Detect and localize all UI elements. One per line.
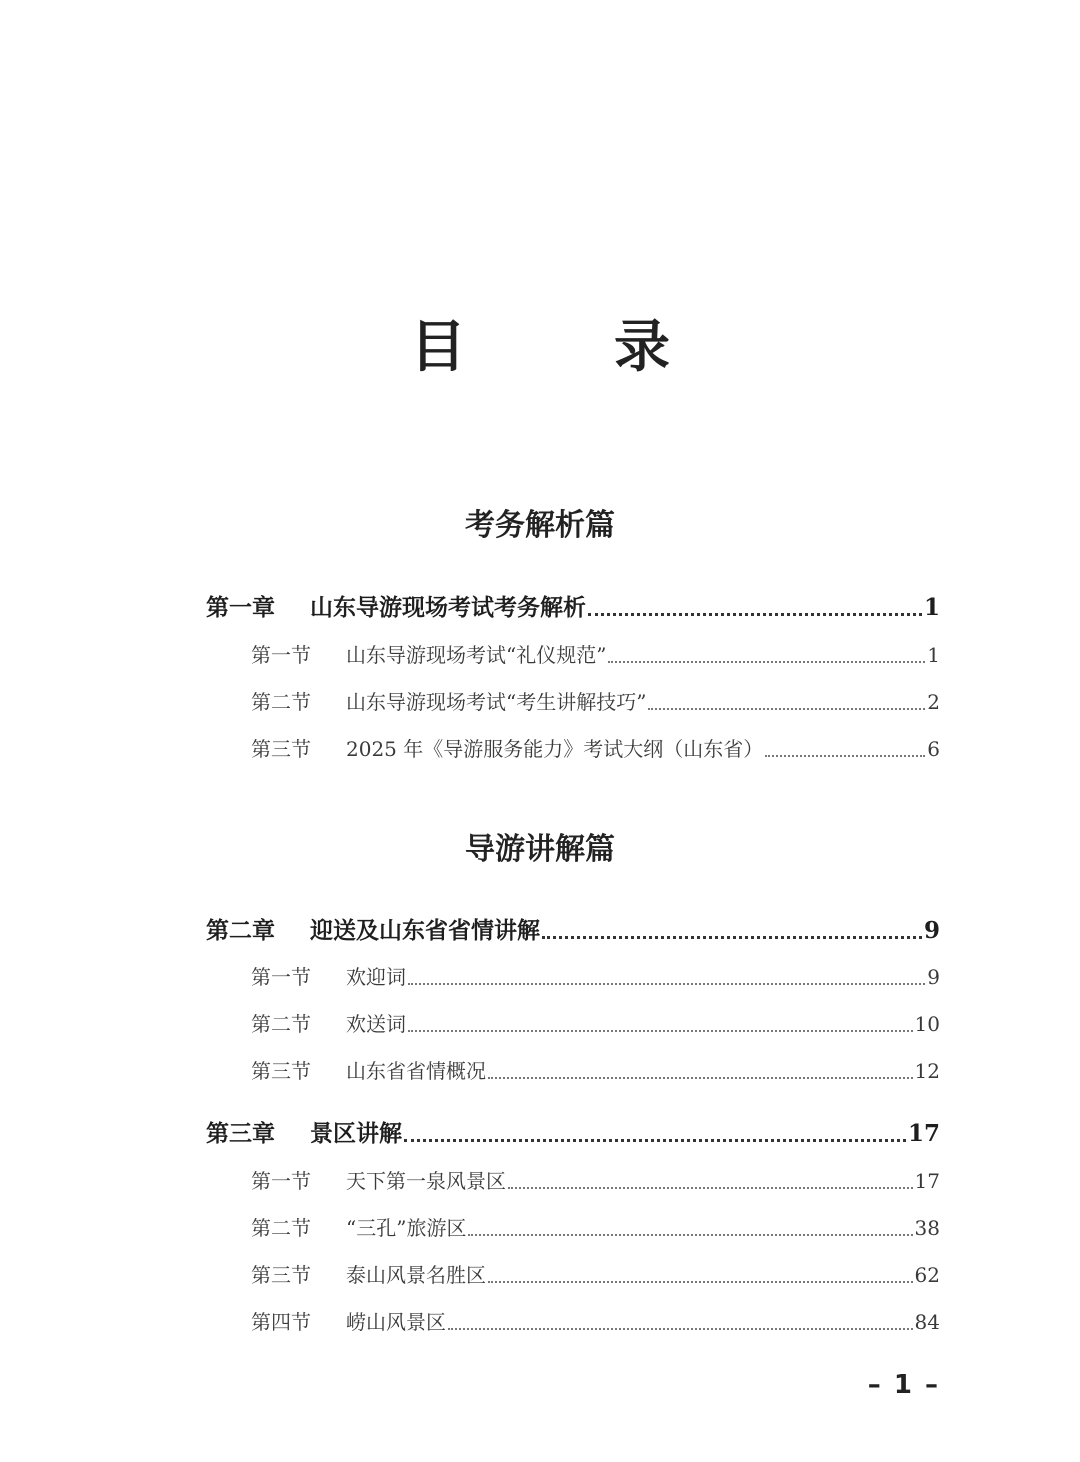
- dot-leader: [448, 1327, 913, 1330]
- dot-leader: [542, 935, 922, 939]
- chapter-number: 第三章: [206, 1120, 275, 1147]
- section-page: 62: [914, 1263, 940, 1287]
- section-title: 山东省省情概况: [346, 1059, 486, 1083]
- section-number: 第二节: [251, 1012, 311, 1036]
- dot-leader: [408, 982, 925, 985]
- dot-leader: [608, 660, 925, 663]
- dot-leader: [488, 1076, 913, 1079]
- dot-leader: [648, 707, 925, 710]
- chapter-title: 迎送及山东省省情讲解: [310, 917, 540, 944]
- dot-leader: [488, 1280, 913, 1283]
- page-title: 目 录: [410, 314, 716, 380]
- toc-section-2-1[interactable]: [251, 962, 940, 992]
- toc-section-3-4[interactable]: [251, 1307, 940, 1337]
- section-title: 天下第一泉风景区: [346, 1169, 506, 1193]
- section-page: 9: [927, 965, 940, 989]
- section-page: 2: [927, 690, 940, 714]
- toc-chapter-2[interactable]: [206, 915, 940, 947]
- section-number: 第一节: [251, 1169, 311, 1193]
- dot-leader: [468, 1233, 912, 1236]
- toc-section-3-2[interactable]: [251, 1213, 940, 1243]
- section-title: 泰山风景名胜区: [346, 1263, 486, 1287]
- dot-leader: [408, 1029, 913, 1032]
- part-heading-exam-analysis: 考务解析篇: [465, 508, 615, 543]
- toc-chapter-1[interactable]: [206, 592, 940, 624]
- dot-leader: [508, 1186, 913, 1189]
- section-number: 第四节: [251, 1310, 311, 1334]
- chapter-number: 第一章: [206, 594, 275, 621]
- section-title: 山东导游现场考试“礼仪规范”: [346, 643, 607, 667]
- section-page: 6: [927, 737, 940, 761]
- section-title: 欢送词: [346, 1012, 406, 1036]
- dot-leader: [404, 1138, 906, 1142]
- chapter-title: 山东导游现场考试考务解析: [310, 594, 586, 621]
- chapter-number: 第二章: [206, 917, 275, 944]
- section-title: 山东导游现场考试“考生讲解技巧”: [346, 690, 647, 714]
- chapter-page: 9: [923, 917, 940, 944]
- section-title: “三孔”旅游区: [346, 1216, 467, 1240]
- section-page: 12: [914, 1059, 940, 1083]
- section-page: 38: [914, 1216, 940, 1240]
- toc-section-3-1[interactable]: [251, 1166, 940, 1196]
- toc-section-2-2[interactable]: [251, 1009, 940, 1039]
- section-page: 84: [914, 1310, 940, 1334]
- dot-leader: [765, 754, 925, 757]
- page-number: – 1 –: [867, 1370, 940, 1400]
- section-number: 第三节: [251, 737, 311, 761]
- toc-section-2-3[interactable]: [251, 1056, 940, 1086]
- section-number: 第二节: [251, 1216, 311, 1240]
- section-page: 17: [914, 1169, 940, 1193]
- toc-section-3-3[interactable]: [251, 1260, 940, 1290]
- section-title: 欢迎词: [346, 965, 406, 989]
- chapter-page: 17: [907, 1120, 940, 1147]
- section-number: 第三节: [251, 1263, 311, 1287]
- section-number: 第一节: [251, 643, 311, 667]
- section-title: 2025 年《导游服务能力》考试大纲（山东省）: [346, 737, 764, 761]
- toc-chapter-3[interactable]: [206, 1118, 940, 1150]
- section-number: 第一节: [251, 965, 311, 989]
- chapter-page: 1: [923, 594, 940, 621]
- section-number: 第二节: [251, 690, 311, 714]
- chapter-title: 景区讲解: [310, 1120, 402, 1147]
- toc-section-1-1[interactable]: [251, 640, 940, 670]
- dot-leader: [588, 612, 922, 616]
- section-number: 第三节: [251, 1059, 311, 1083]
- section-title: 崂山风景区: [346, 1310, 446, 1334]
- section-page: 1: [927, 643, 940, 667]
- section-page: 10: [914, 1012, 940, 1036]
- toc-section-1-2[interactable]: [251, 687, 940, 717]
- toc-section-1-3[interactable]: [251, 734, 940, 764]
- part-heading-guide-explanation: 导游讲解篇: [465, 832, 615, 867]
